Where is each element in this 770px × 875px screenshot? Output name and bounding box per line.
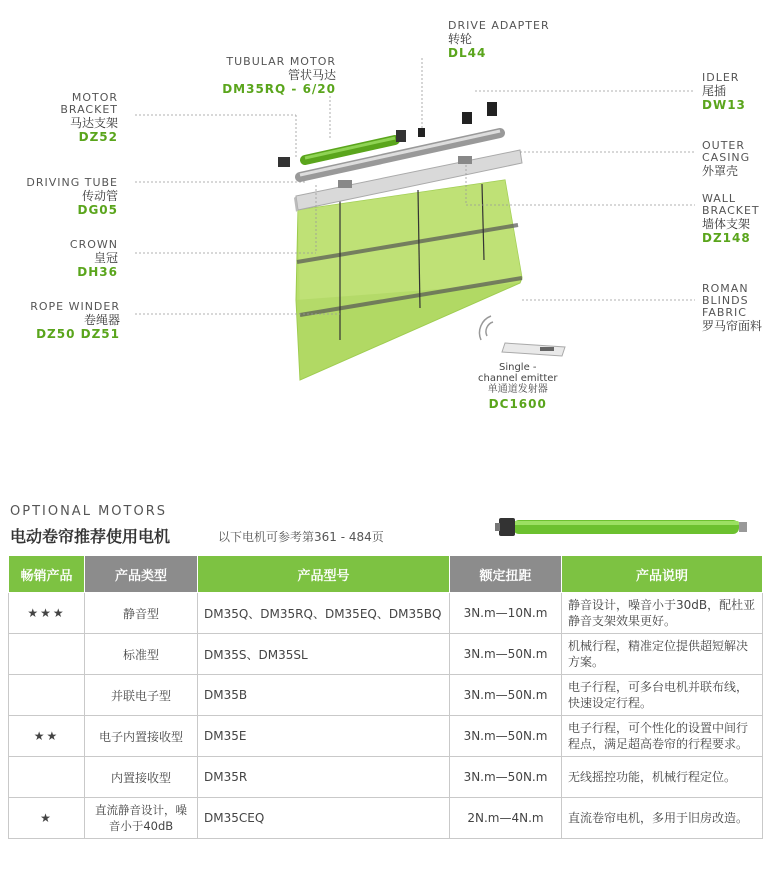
table-header-row: [9, 556, 763, 593]
table-row: [9, 634, 763, 675]
idler-bracket-part: [487, 102, 497, 116]
label-emitter: Single - channel emitter 单通道发射器 DC1600: [478, 362, 558, 411]
type-cell: 标准型: [85, 634, 198, 675]
header-model: 产品型号: [198, 556, 450, 593]
drive-adapter-part: [418, 128, 425, 137]
label-drive-adapter: DRIVE ADAPTER 转轮 DL44: [448, 19, 550, 60]
description-cell: 电子行程，可个性化的设置中间行程点，满足超高卷帘的行程要求。: [562, 716, 763, 757]
optional-motors-subtitle: 电动卷帘推荐使用电机: [10, 527, 171, 546]
label-rope-winder: ROPE WINDER 卷绳器 DZ50 DZ51: [30, 300, 120, 341]
idler-part: [462, 112, 472, 124]
header-type: 产品类型: [85, 556, 198, 593]
model-cell: DM35R: [198, 757, 450, 798]
wall-bracket-part-2: [458, 156, 472, 164]
table-row: [9, 716, 763, 757]
label-driving-tube: DRIVING TUBE 传动管 DG05: [26, 176, 118, 217]
torque-cell: 3N.m—50N.m: [450, 716, 562, 757]
label-crown: CROWN 皇冠 DH36: [69, 238, 118, 279]
label-outer-casing: OUTER CASING 外罩壳: [702, 139, 751, 178]
motor-image: [495, 514, 755, 540]
header-torque: 额定扭距: [450, 556, 562, 593]
table-row: [9, 675, 763, 716]
label-roman-blinds-fabric: ROMAN BLINDS FABRIC 罗马帘面料: [702, 282, 763, 333]
stars: ★: [9, 798, 85, 839]
stars: [9, 675, 85, 716]
torque-cell: 3N.m—50N.m: [450, 634, 562, 675]
description-cell: 机械行程，精准定位提供超短解决方案。: [562, 634, 763, 675]
model-cell: DM35Q、DM35RQ、DM35EQ、DM35BQ: [198, 593, 450, 634]
type-cell: 内置接收型: [85, 757, 198, 798]
model-cell: DM35S、DM35SL: [198, 634, 450, 675]
torque-cell: 3N.m—10N.m: [450, 593, 562, 634]
type-cell: 并联电子型: [85, 675, 198, 716]
model-cell: DM35E: [198, 716, 450, 757]
label-motor-bracket: MOTOR BRACKET 马达支架 DZ52: [60, 91, 118, 144]
label-idler: IDLER 尾插 DW13: [702, 71, 746, 112]
stars: [9, 634, 85, 675]
single-channel-emitter: [479, 316, 565, 356]
description-cell: 静音设计，噪音小于30dB，配杜亚静音支架效果更好。: [562, 593, 763, 634]
roman-blind-fabric: [296, 180, 522, 380]
type-cell: 电子内置接收型: [85, 716, 198, 757]
header-bestseller: 畅销产品: [9, 556, 85, 593]
optional-motors-note: 以下电机可参考第361 - 484页: [218, 530, 384, 544]
motor-bracket-part: [278, 157, 290, 167]
model-cell: DM35CEQ: [198, 798, 450, 839]
wall-bracket-part: [338, 180, 352, 188]
type-cell: 静音型: [85, 593, 198, 634]
table-row: [9, 593, 763, 634]
label-wall-bracket: WALL BRACKET 墙体支架 DZ148: [702, 192, 760, 245]
stars: ★★: [9, 716, 85, 757]
table-row: [9, 798, 763, 839]
torque-cell: 3N.m—50N.m: [450, 675, 562, 716]
table-row: [9, 757, 763, 798]
description-cell: 电子行程，可多台电机并联布线，快速设定行程。: [562, 675, 763, 716]
torque-cell: 3N.m—50N.m: [450, 757, 562, 798]
optional-motors-title: OPTIONAL MOTORS: [10, 504, 167, 519]
motor-table: [8, 555, 763, 839]
type-cell: 直流静音设计，噪音小于40dB: [85, 798, 198, 839]
label-tubular-motor: TUBULAR MOTOR 管状马达 DM35RQ - 6/20: [222, 55, 336, 96]
stars: [9, 757, 85, 798]
torque-cell: 2N.m—4N.m: [450, 798, 562, 839]
model-cell: DM35B: [198, 675, 450, 716]
header-description: 产品说明: [562, 556, 763, 593]
description-cell: 直流卷帘电机，多用于旧房改造。: [562, 798, 763, 839]
stars: ★★★: [9, 593, 85, 634]
description-cell: 无线摇控功能，机械行程定位。: [562, 757, 763, 798]
